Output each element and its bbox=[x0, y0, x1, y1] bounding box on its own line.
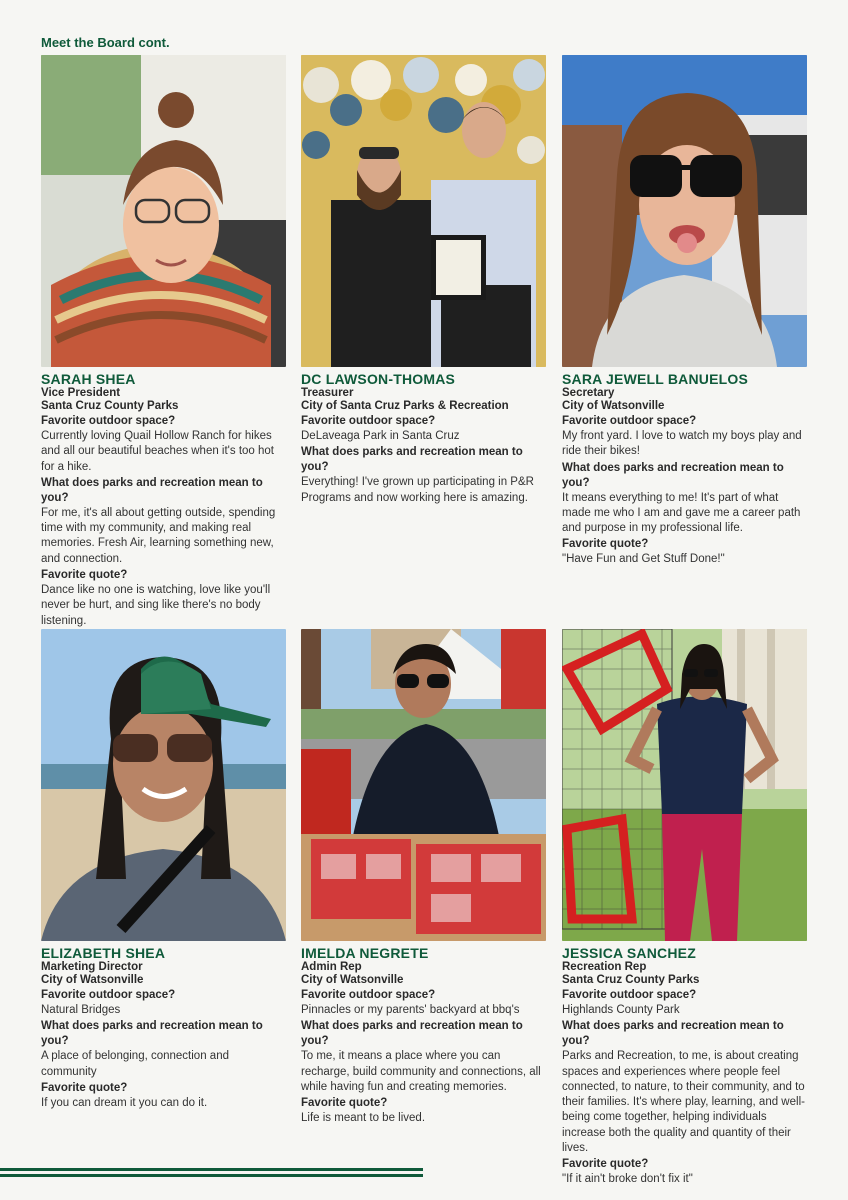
question-label: Favorite quote? bbox=[562, 538, 649, 551]
answer-text: It means everything to me! It's part of what made me who I am and gave me a career path and purpose in my professional life. bbox=[562, 491, 801, 535]
question-label: What does parks and recreation mean to you? bbox=[301, 1020, 523, 1048]
member-photo bbox=[301, 55, 546, 367]
question-label: Favorite quote? bbox=[562, 1158, 649, 1171]
member-role: Admin Rep bbox=[301, 961, 362, 973]
member-name: DC LAWSON-THOMAS bbox=[301, 371, 456, 387]
member-name: JESSICA SANCHEZ bbox=[562, 945, 696, 961]
answer-text: Dance like no one is watching, love like you'll never be hurt, and sing like there's no body listening. bbox=[41, 584, 271, 627]
member-organization: City of Santa Cruz Parks & Recreation bbox=[301, 400, 509, 412]
member-card-elizabeth-shea bbox=[41, 629, 286, 1111]
member-role: Treasurer bbox=[301, 387, 354, 399]
member-role: Marketing Director bbox=[41, 961, 143, 973]
answer-text: Everything! I've grown up participating in P&R Programs and now working here is amazing. bbox=[301, 476, 534, 504]
question-label: Favorite outdoor space? bbox=[301, 415, 436, 427]
member-photo bbox=[41, 55, 286, 367]
member-organization: City of Watsonville bbox=[41, 974, 144, 986]
member-name: ELIZABETH SHEA bbox=[41, 945, 166, 961]
member-role: Vice President bbox=[41, 387, 121, 399]
member-organization: City of Watsonville bbox=[562, 400, 665, 412]
answer-text: DeLaveaga Park in Santa Cruz bbox=[301, 430, 460, 442]
footer-divider bbox=[0, 1168, 423, 1171]
member-photo bbox=[562, 629, 807, 941]
answer-text: Natural Bridges bbox=[41, 1004, 121, 1016]
page-title: Meet the Board cont. bbox=[41, 35, 170, 50]
member-card-sarah-shea bbox=[41, 55, 286, 629]
question-label: What does parks and recreation mean to you? bbox=[301, 446, 523, 474]
question-label: What does parks and recreation mean to you? bbox=[562, 1020, 784, 1048]
question-label: Favorite quote? bbox=[41, 1081, 128, 1094]
answer-text: Pinnacles or my parents' backyard at bbq's bbox=[301, 1004, 520, 1016]
member-organization: Santa Cruz County Parks bbox=[41, 400, 179, 412]
answer-text: My front yard. I love to watch my boys play and ride their bikes! bbox=[562, 430, 802, 458]
member-organization: City of Watsonville bbox=[301, 974, 404, 986]
question-label: Favorite quote? bbox=[301, 1097, 388, 1110]
question-label: Favorite outdoor space? bbox=[41, 415, 176, 427]
answer-text: Life is meant to be lived. bbox=[301, 1112, 426, 1125]
member-photo bbox=[562, 55, 807, 367]
question-label: Favorite outdoor space? bbox=[301, 989, 436, 1001]
answer-text: A place of belonging, connection and community bbox=[41, 1050, 229, 1078]
question-label: What does parks and recreation mean to you? bbox=[41, 1020, 263, 1048]
answer-text: For me, it's all about getting outside, spending time with my community, and making real memories. Fresh Air, learning something new, and connection. bbox=[41, 506, 276, 565]
answer-text: "Have Fun and Get Stuff Done!" bbox=[562, 553, 725, 566]
question-label: What does parks and recreation mean to you? bbox=[41, 476, 263, 504]
member-card-dc-lawson-thomas bbox=[301, 55, 546, 506]
member-role: Recreation Rep bbox=[562, 961, 647, 973]
question-label: Favorite quote? bbox=[41, 569, 128, 582]
answer-text: Highlands County Park bbox=[562, 1004, 680, 1016]
question-label: Favorite outdoor space? bbox=[562, 415, 697, 427]
member-role: Secretary bbox=[562, 387, 615, 399]
answer-text: If you can dream it you can do it. bbox=[41, 1096, 208, 1109]
question-label: Favorite outdoor space? bbox=[41, 989, 176, 1001]
member-name: SARAH SHEA bbox=[41, 371, 136, 387]
question-label: Favorite outdoor space? bbox=[562, 989, 697, 1001]
question-label: What does parks and recreation mean to you? bbox=[562, 461, 784, 489]
answer-text: Parks and Recreation, to me, is about creating spaces and experiences where people feel connected, to nature, to their community, and to their families. It's where play, learning, and well-being come together, helping individuals increase both the quality and quantity of their lives. bbox=[562, 1050, 805, 1155]
member-photo bbox=[301, 629, 546, 941]
member-organization: Santa Cruz County Parks bbox=[562, 974, 700, 986]
member-name: SARA JEWELL BANUELOS bbox=[562, 371, 749, 387]
member-card-imelda-negrete bbox=[301, 629, 546, 1126]
answer-text: To me, it means a place where you can recharge, build community and connections, all while having fun and creating memories. bbox=[301, 1050, 541, 1093]
member-photo bbox=[41, 629, 286, 941]
member-card-jessica-sanchez bbox=[562, 629, 807, 1188]
member-name: IMELDA NEGRETE bbox=[301, 945, 429, 961]
answer-text: "If it ain't broke don't fix it" bbox=[562, 1173, 693, 1186]
member-card-sara-jewell-banuelos bbox=[562, 55, 807, 568]
answer-text: Currently loving Quail Hollow Ranch for hikes and all our beautiful beaches when it's too hot for a hike. bbox=[41, 430, 274, 473]
footer-divider bbox=[0, 1174, 423, 1177]
